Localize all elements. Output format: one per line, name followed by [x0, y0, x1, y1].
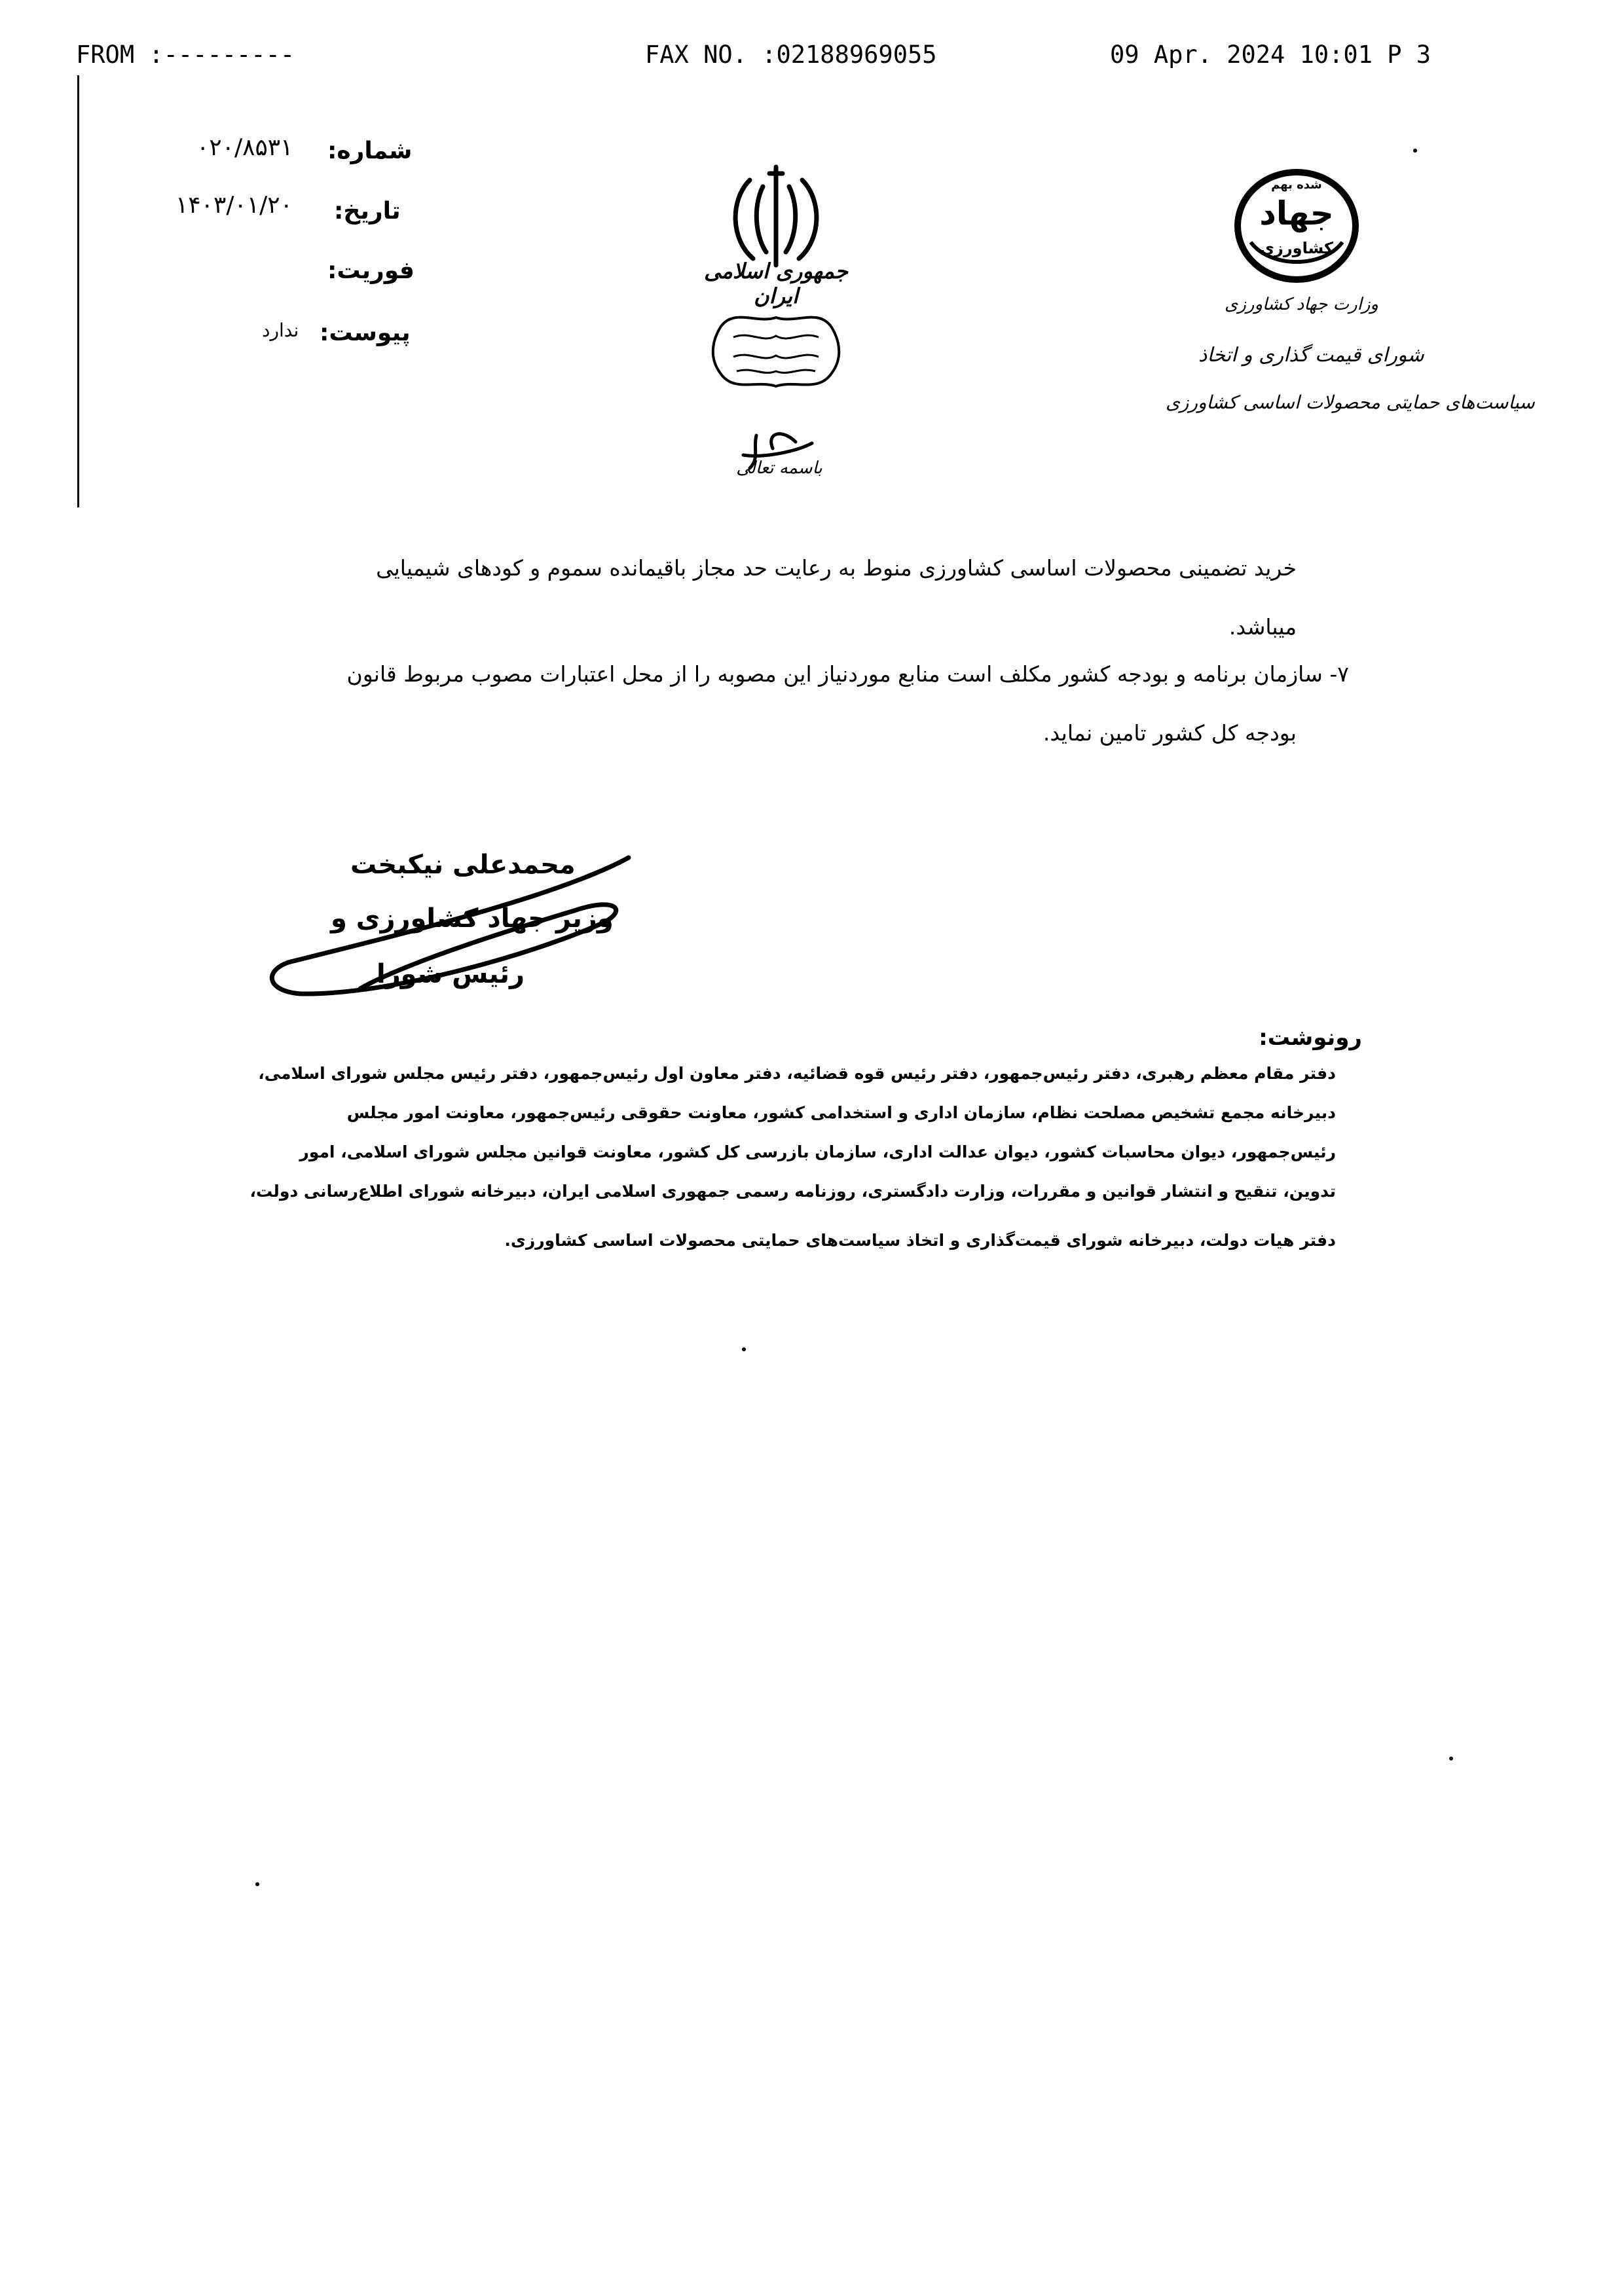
cc-line-5: دفتر هیات دولت، دبیرخانه شورای قیمت‌گذاری و اتخاذ سیاست‌های حمایتی محصولات اساسی کشاورزی. [504, 1231, 1336, 1250]
cc-line-3: رئیس‌جمهور، دیوان محاسبات کشور، دیوان عدالت اداری، سازمان بازرسی کل کشور، معاونت قوانین مجلس شورای اسلامی، امور [299, 1142, 1336, 1161]
scan-speck [1413, 149, 1417, 153]
motto-text: باسمه تعالی [736, 458, 822, 478]
body-line-1: خرید تضمینی محصولات اساسی کشاورزی منوط به رعایت حد مجاز باقیمانده سموم و کودهای شیمیایی [376, 555, 1297, 581]
attachment-label: پیوست: [320, 319, 411, 346]
date-label: تاریخ: [334, 198, 401, 225]
iran-emblem-icon [704, 160, 848, 488]
country-name: جمهوری اسلامی ایران [704, 259, 848, 308]
council-line-2: سیاست‌های حمایتی محصولات اساسی کشاورزی [1166, 392, 1535, 413]
fax-number: FAX NO. :02188969055 [645, 41, 937, 69]
cc-line-2: دبیرخانه مجمع تشخیص مصلحت نظام، سازمان اداری و استخدامی کشور، معاونت حقوقی رئیس‌جمهور، معاونت امور مجلس [346, 1103, 1336, 1122]
scan-margin-line [77, 75, 79, 507]
scan-speck [255, 1882, 259, 1886]
letter-number: ۰۲۰/۸۵۳۱ [196, 134, 293, 161]
council-line-1: شورای قیمت گذاری و اتخاذ [1198, 344, 1424, 367]
ministry-logo-word: جهاد [1259, 194, 1334, 232]
attachment-value: ندارد [262, 319, 299, 341]
urgency-label: فوریت: [327, 257, 415, 284]
ministry-logo-sub: کشاورزی [1260, 239, 1333, 257]
letter-date: ۱۴۰۳/۰۱/۲۰ [175, 192, 293, 219]
number-label: شماره: [327, 137, 413, 164]
scan-speck [1449, 1757, 1453, 1760]
cc-line-1: دفتر مقام معظم رهبری، دفتر رئیس‌جمهور، دفتر رئیس قوه قضائیه، دفتر معاون اول رئیس‌جمهور، دفتر رئیس مجلس شورای اسلامی، [258, 1064, 1336, 1083]
signer-role: رئیس شورا [377, 959, 525, 989]
cc-title: رونوشت: [1259, 1025, 1362, 1051]
fax-timestamp: 09 Apr. 2024 10:01 P 3 [1110, 41, 1431, 69]
ministry-name: وزارت جهاد کشاورزی [1225, 295, 1378, 314]
signer-title: وزیر جهاد کشاورزی و [331, 903, 614, 934]
scan-speck [742, 1347, 746, 1351]
ministry-logo-top: شده بهم [1271, 178, 1322, 192]
fax-sender: FROM :--------- [76, 41, 295, 69]
signer-name: محمدعلی نیکبخت [350, 850, 576, 880]
body-line-3: ۷- سازمان برنامه و بودجه کشور مکلف است منابع موردنیاز این مصوبه را از محل اعتبارات مصوب مربوط قانون [346, 661, 1349, 687]
body-line-2: میباشد. [1228, 614, 1297, 640]
cc-line-4: تدوین، تنقیح و انتشار قوانین و مقررات، وزارت دادگستری، روزنامه رسمی جمهوری اسلامی ایران، دبیرخانه شورای اطلاع‌رسانی دولت، [249, 1182, 1336, 1201]
body-line-4: بودجه کل کشور تامین نماید. [1043, 720, 1297, 746]
